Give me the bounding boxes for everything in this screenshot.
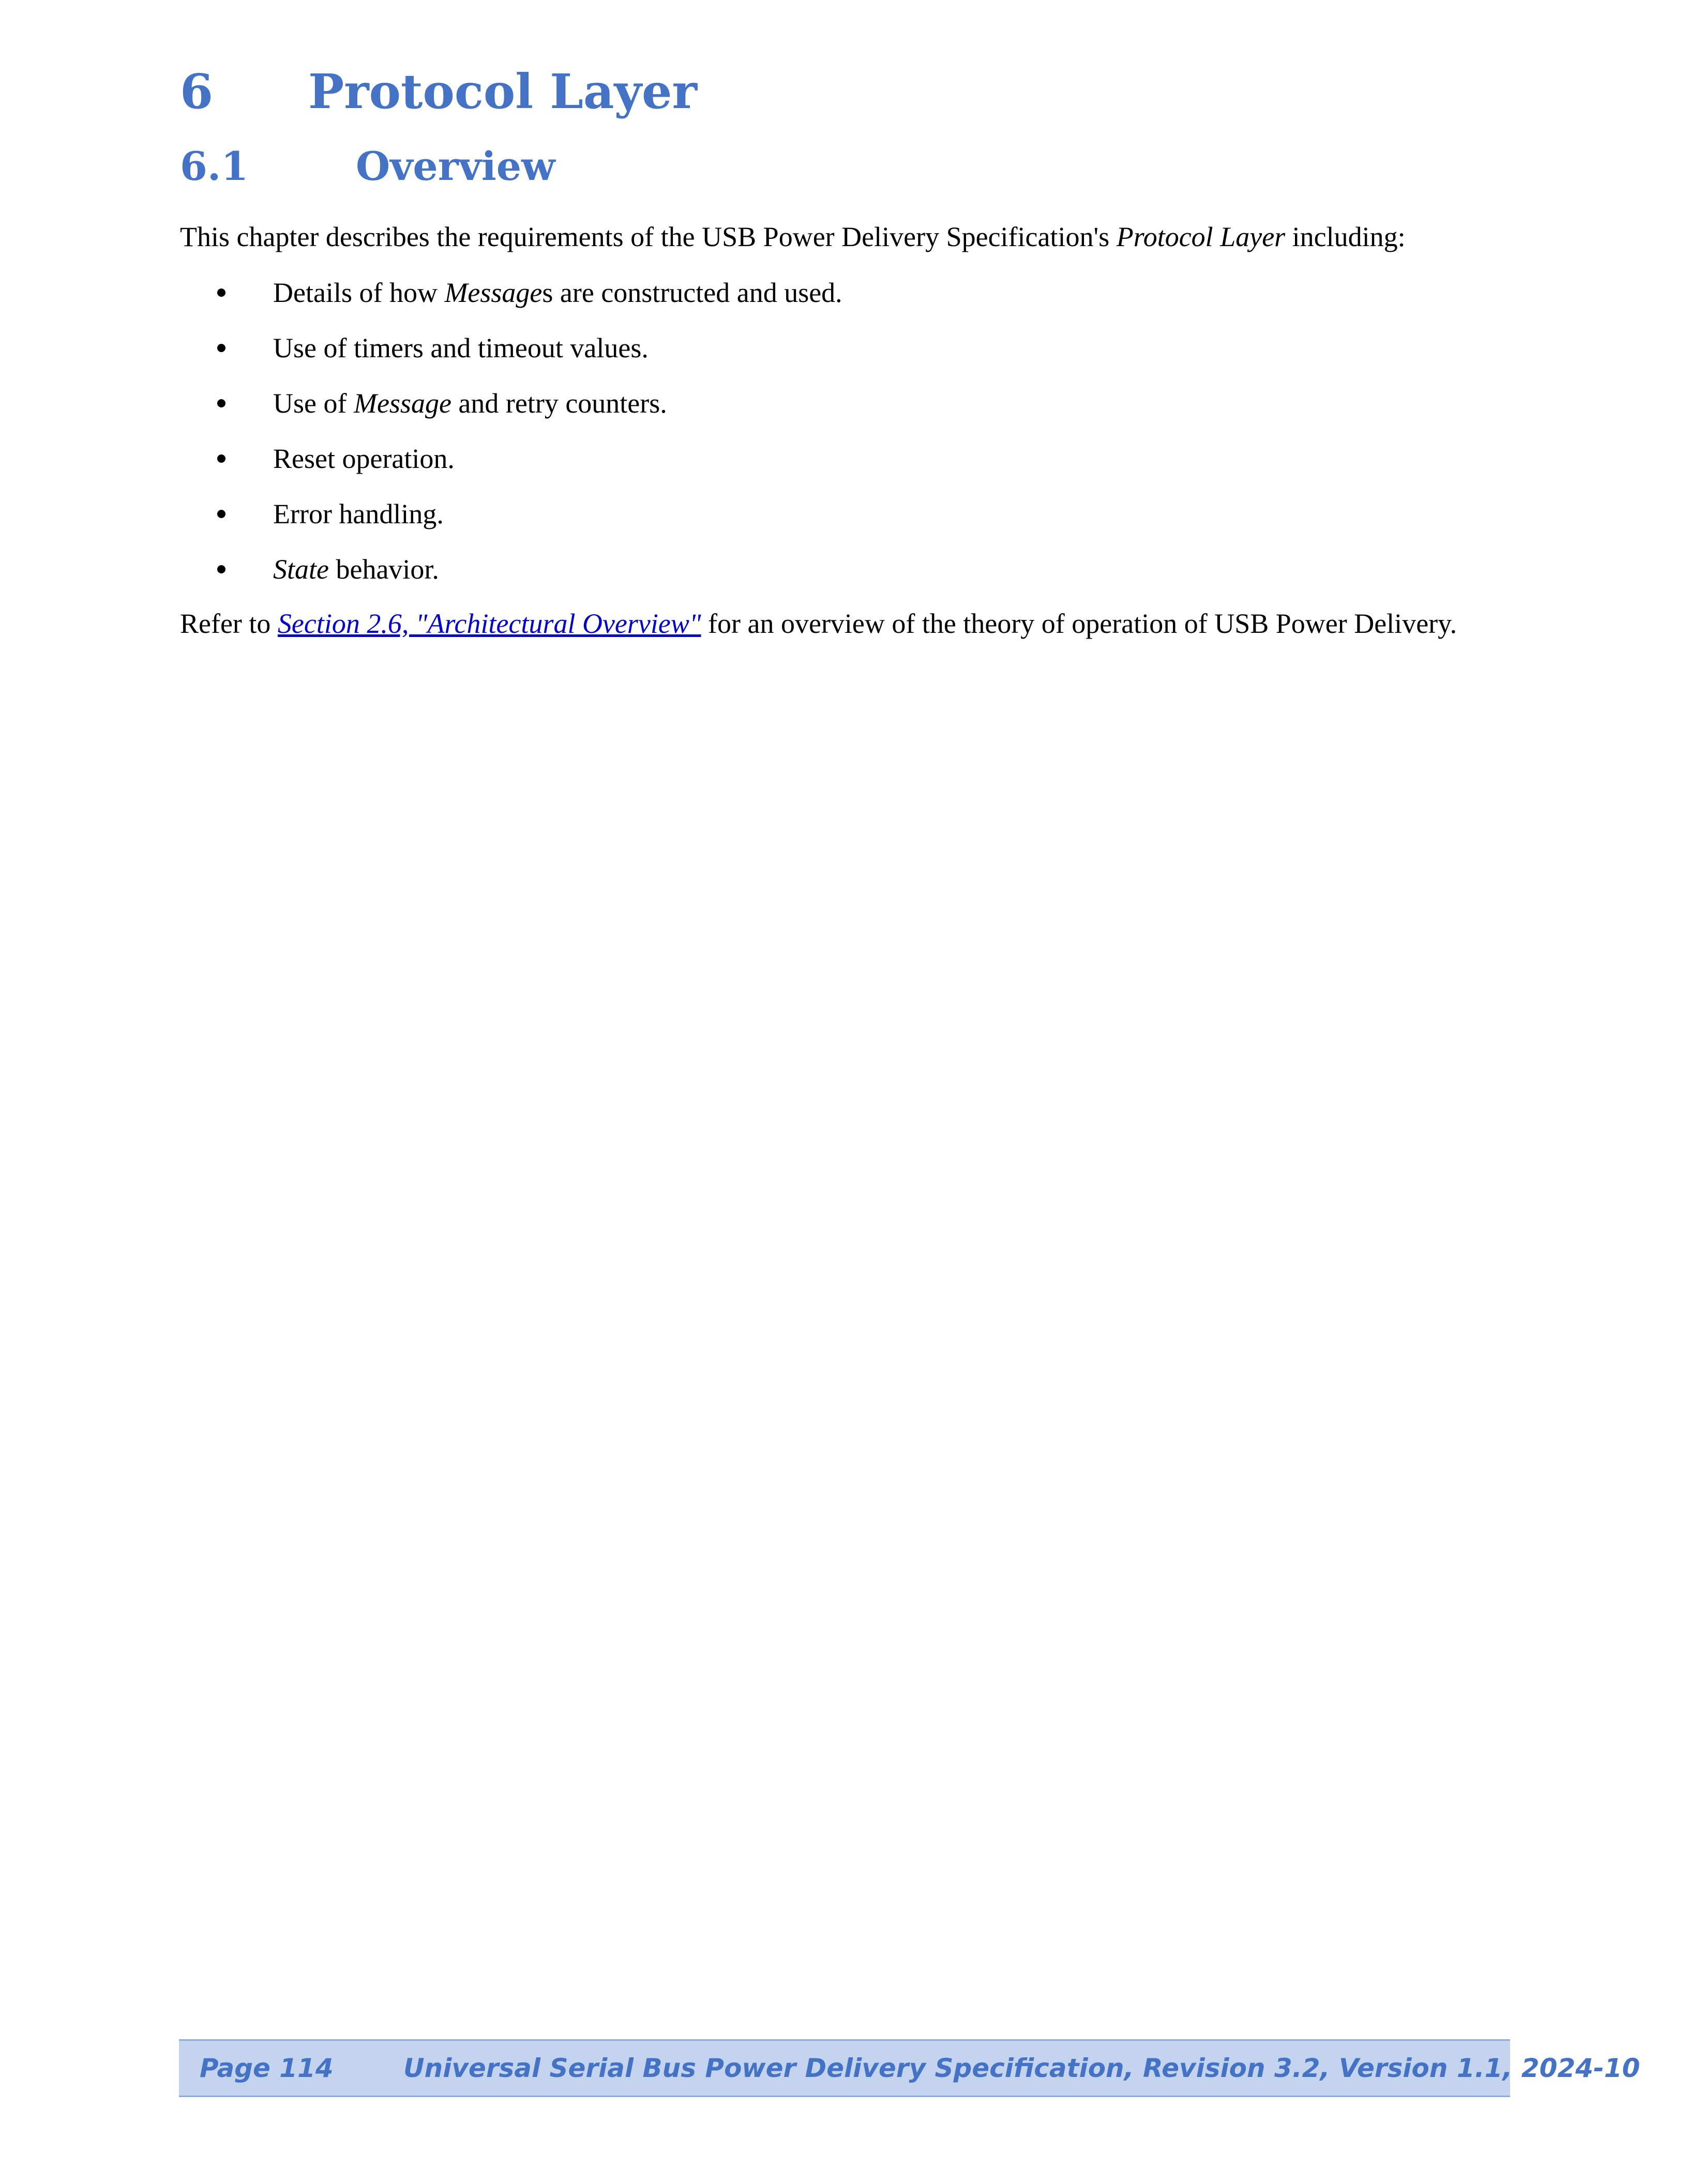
intro-suffix: including: — [1285, 221, 1406, 252]
bullet-icon — [217, 510, 225, 518]
refer-paragraph — [180, 603, 1457, 644]
chapter-number: 6 — [180, 64, 214, 119]
list-item-text: State behavior. — [273, 554, 439, 585]
chapter-title: Protocol Layer — [308, 64, 697, 119]
document-title: Universal Serial Bus Power Delivery Specification, Revision 3.2, Version 1.1, 2024-10 — [403, 2053, 1640, 2083]
section-heading — [180, 135, 555, 198]
intro-prefix: This chapter describes the requirements of the USB Power Delivery Specification's — [180, 221, 1117, 252]
refer-suffix: for an overview of the theory of operation of USB Power Delivery. — [701, 608, 1457, 639]
architectural-overview-link[interactable]: Section 2.6, "Architectural Overview" — [277, 608, 701, 639]
bullet-icon — [217, 454, 225, 463]
page-footer — [179, 2039, 1640, 2097]
refer-prefix: Refer to — [180, 608, 278, 639]
list-item-text: Details of how Messages are constructed and used. — [273, 277, 842, 308]
list-item-text: Error handling. — [273, 498, 444, 529]
page-number: Page 114 — [200, 2053, 334, 2083]
section-number: 6.1 — [180, 143, 249, 189]
bullet-icon — [217, 565, 225, 573]
list-item-text: Reset operation. — [273, 443, 455, 474]
bullet-icon — [217, 399, 225, 407]
section-title: Overview — [356, 143, 555, 189]
list-item-text: Use of timers and timeout values. — [273, 332, 649, 363]
list-item-text: Use of Message and retry counters. — [273, 388, 667, 419]
bullet-icon — [217, 289, 225, 297]
chapter-heading — [180, 58, 697, 125]
intro-emphasis: Protocol Layer — [1116, 221, 1286, 252]
bullet-icon — [217, 344, 225, 352]
intro-paragraph — [180, 216, 1406, 257]
